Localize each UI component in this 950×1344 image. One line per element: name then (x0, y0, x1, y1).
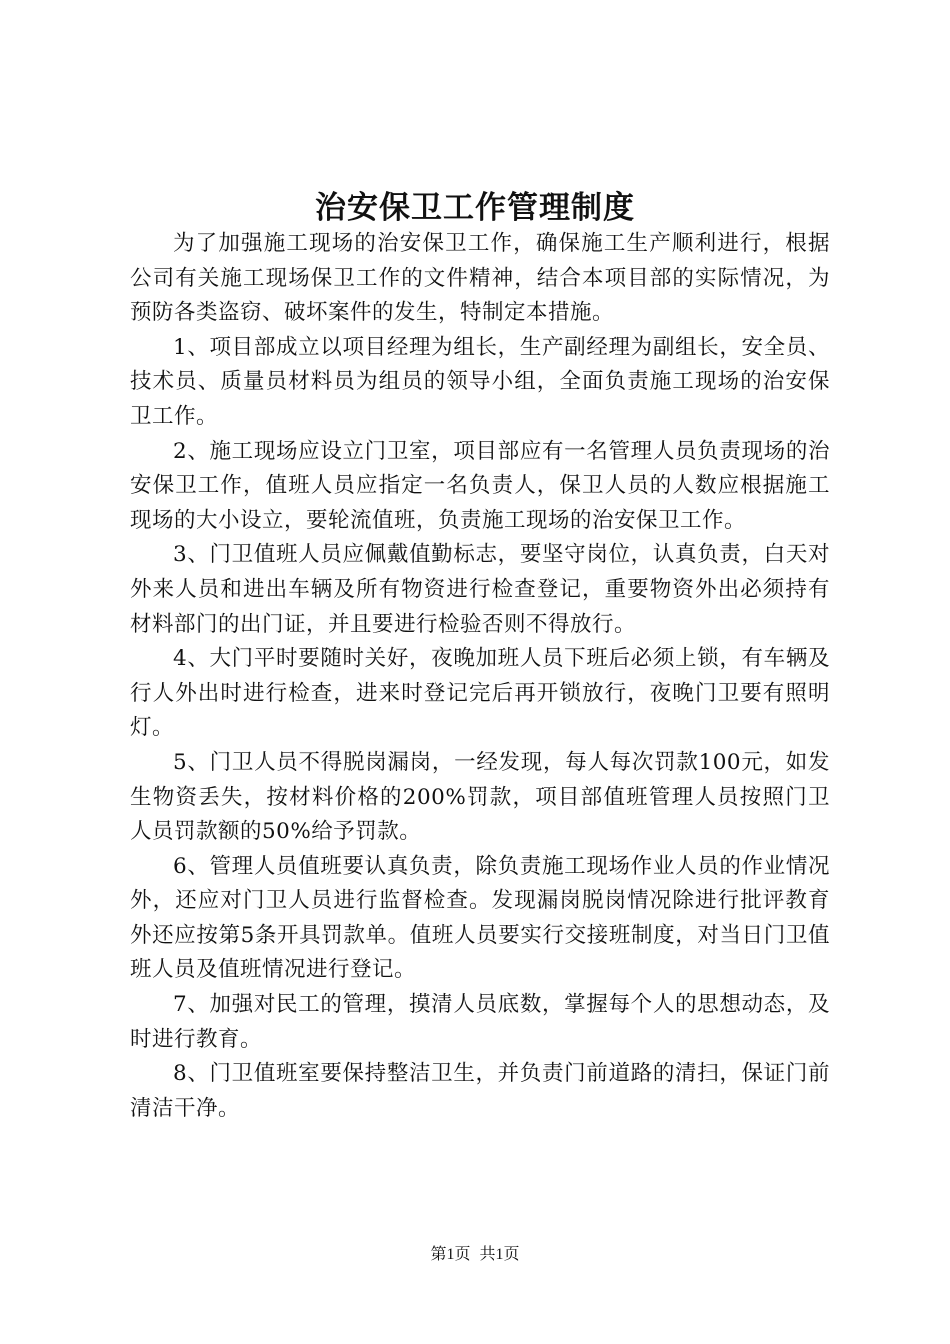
page-total-label: 共1页 (479, 1246, 520, 1263)
clause-8-paragraph: 8、门卫值班室要保持整洁卫生，并负责门前道路的清扫，保证门前清洁干净。 (130, 1061, 830, 1121)
clause-2-paragraph: 2、施工现场应设立门卫室，项目部应有一名管理人员负责现场的治安保卫工作，值班人员应指定一名负责人，保卫人员的人数应根据施工现场的大小设立，要轮流值班，负责施工现场的治安保卫工作。 (130, 438, 830, 533)
clause-5-paragraph: 5、门卫人员不得脱岗漏岗，一经发现，每人每次罚款100元，如发生物资丢失，按材料价格的200%罚款，项目部值班管理人员按照门卫人员罚款额的50%给予罚款。 (130, 749, 830, 845)
clause-3-paragraph: 3、门卫值班人员应佩戴值勤标志，要坚守岗位，认真负责，白天对外来人员和进出车辆及所有物资进行检查登记，重要物资外出必须持有材料部门的出门证，并且要进行检验否则不得放行。 (130, 542, 830, 637)
page-number-label: 第1页 (430, 1246, 471, 1263)
document-title: 治安保卫工作管理制度 (315, 190, 635, 226)
clause-7-paragraph: 7、加强对民工的管理，摸清人员底数，掌握每个人的思想动态，及时进行教育。 (130, 992, 830, 1052)
intro-paragraph: 为了加强施工现场的治安保卫工作，确保施工生产顺利进行，根据公司有关施工现场保卫工作的文件精神，结合本项目部的实际情况，为预防各类盗窃、破坏案件的发生，特制定本措施。 (130, 231, 830, 326)
clause-6-paragraph: 6、管理人员值班要认真负责，除负责施工现场作业人员的作业情况外，还应对门卫人员进行监督检查。发现漏岗脱岗情况除进行批评教育外还应按第5条开具罚款单。值班人员要实行交接班制度，对当日门卫值班人员及值班情况进行登记。 (130, 853, 830, 983)
clause-1-paragraph: 1、项目部成立以项目经理为组长，生产副经理为副组长，安全员、技术员、质量员材料员为组员的领导小组，全面负责施工现场的治安保卫工作。 (130, 334, 830, 429)
clause-4-paragraph: 4、大门平时要随时关好，夜晚加班人员下班后必须上锁，有车辆及行人外出时进行检查，进来时登记完后再开锁放行，夜晚门卫要有照明灯。 (130, 646, 830, 741)
page-footer (0, 1243, 950, 1267)
document-body (130, 227, 830, 1126)
